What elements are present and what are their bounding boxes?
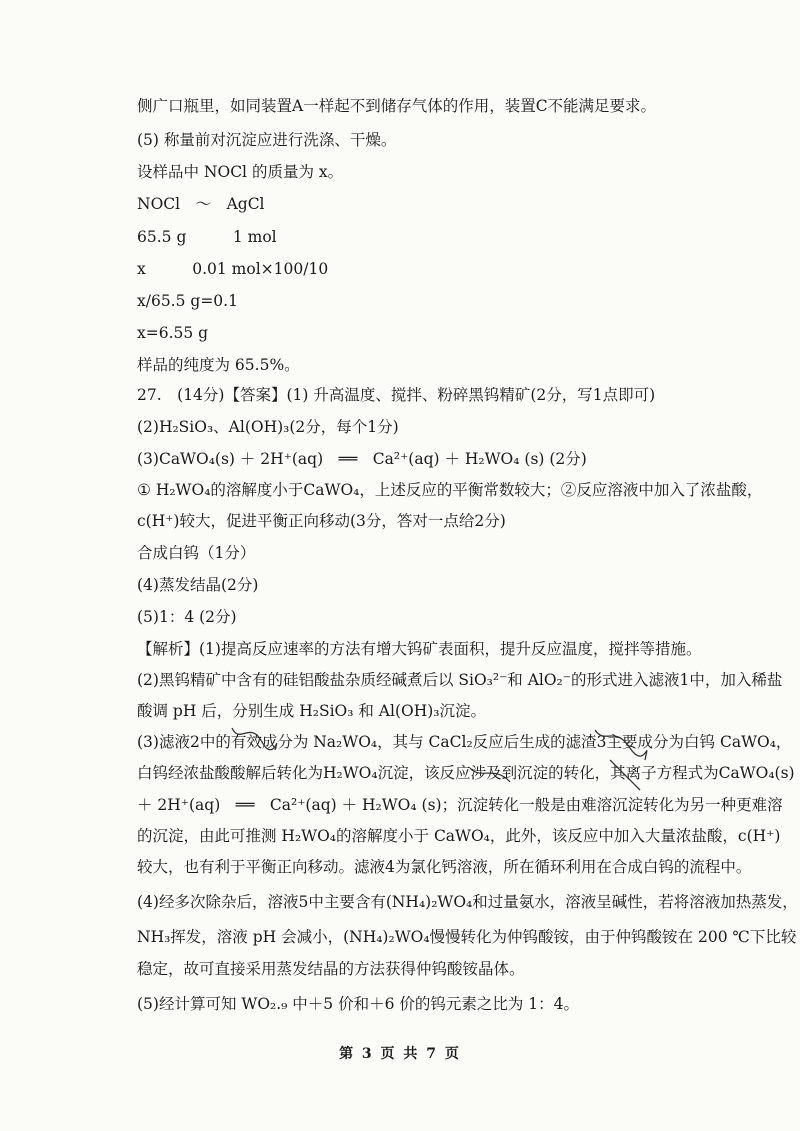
text-line: 较大，也有利于平衡正向移动。滤液4为氯化钙溶液，所在循环利用在合成白钨的流程中。 <box>137 858 752 876</box>
text-line: (5) 称量前对沉淀应进行洗涤、干燥。 <box>137 131 397 149</box>
text-line: 65.5 g 1 mol <box>137 228 277 246</box>
text-line: 酸调 pH 后，分别生成 H₂SiO₃ 和 Al(OH)₃沉淀。 <box>137 702 486 720</box>
text-line: (5)1：4 (2分) <box>137 608 237 626</box>
text-line: 27. (14分)【答案】(1) 升高温度、搅拌、粉碎黑钨精矿(2分，写1点即可) <box>137 386 656 404</box>
text-line: x/65.5 g=0.1 <box>137 292 238 310</box>
text-line: (2)H₂SiO₃、Al(OH)₃(2分，每个1分) <box>137 418 399 436</box>
text-line: 【解析】(1)提高反应速率的方法有增大钨矿表面积，提升反应温度，搅拌等措施。 <box>137 640 702 658</box>
text-line: 白钨经浓盐酸酸解后转化为H₂WO₄沉淀，该反应涉及到沉淀的转化，其离子方程式为CaWO₄(s) <box>137 764 795 782</box>
text-line: 稳定，故可直接采用蒸发结晶的方法获得仲钨酸铵晶体。 <box>137 960 525 978</box>
text-line: x 0.01 mol×100/10 <box>137 260 329 278</box>
text-line: (5)经计算可知 WO₂.₉ 中＋5 价和＋6 价的钨元素之比为 1：4。 <box>137 995 580 1013</box>
text-line: (2)黑钨精矿中含有的硅铝酸盐杂质经碱煮后以 SiO₃²⁻和 AlO₂⁻的形式进入滤液1中，加入稀盐 <box>137 671 783 689</box>
text-line: 设样品中 NOCl 的质量为 x。 <box>137 163 344 181</box>
text-line: (3)滤液2中的有效成分为 Na₂WO₄，其与 CaCl₂反应后生成的滤渣3主要成分为白钨 CaWO₄， <box>137 733 792 751</box>
text-line: ＋ 2H⁺(aq) ══ Ca²⁺(aq) ＋ H₂WO₄ (s)；沉淀转化一般是由难溶沉淀转化为另一种更难溶 <box>137 796 783 814</box>
text-line: (3)CaWO₄(s) ＋ 2H⁺(aq) ══ Ca²⁺(aq) ＋ H₂WO₄ (s) (2分) <box>137 450 587 468</box>
text-line: 的沉淀，由此可推测 H₂WO₄的溶解度小于 CaWO₄，此外，该反应中加入大量浓盐酸，c(H⁺) <box>137 827 781 845</box>
text-line: 样品的纯度为 65.5%。 <box>137 356 300 374</box>
text-line: c(H⁺)较大，促进平衡正向移动(3分，答对一点给2分) <box>137 512 506 530</box>
text-line: ① H₂WO₄的溶解度小于CaWO₄，上述反应的平衡常数较大；②反应溶液中加入了浓盐酸， <box>137 481 763 499</box>
text-line: 侧广口瓶里，如同装置A一样起不到储存气体的作用，装置C不能满足要求。 <box>137 97 657 115</box>
text-line: x=6.55 g <box>137 324 209 342</box>
text-line: (4)经多次除杂后，溶液5中主要含有(NH₄)₂WO₄和过量氨水，溶液呈碱性，若将溶液加热蒸发， <box>137 893 798 911</box>
text-line: NOCl ～ AgCl <box>137 195 265 213</box>
text-line: (4)蒸发结晶(2分) <box>137 576 259 594</box>
text-line: NH₃挥发，溶液 pH 会减小，(NH₄)₂WO₄慢慢转化为仲钨酸铵，由于仲钨酸铵在 200 ℃下比较 <box>137 928 797 946</box>
text-line: 合成白钨（1分） <box>137 544 256 562</box>
page-number-footer: 第 3 页 共 7 页 <box>339 1046 461 1062</box>
